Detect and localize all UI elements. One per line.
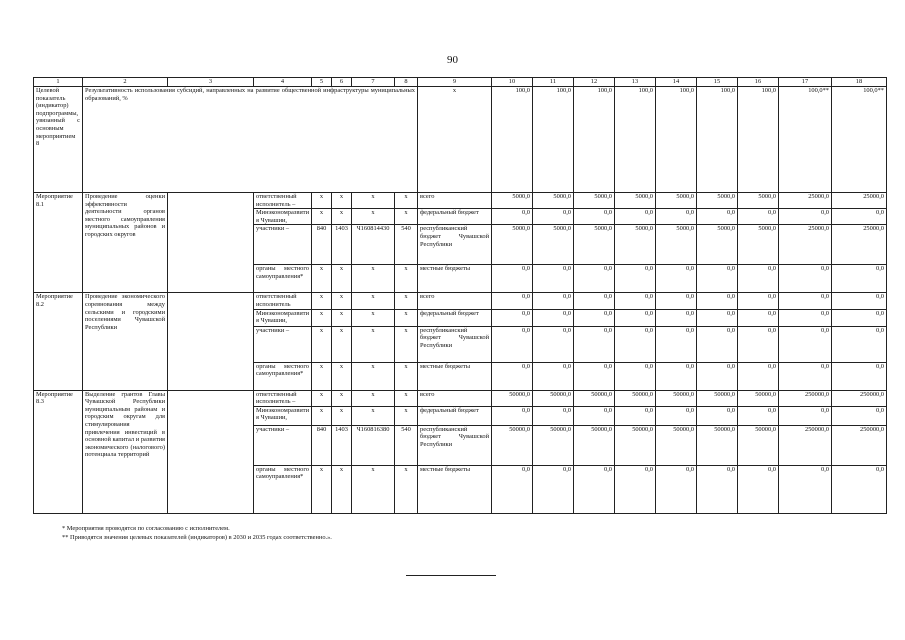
amount-cell: 0,0 [832, 293, 887, 309]
measure-row [34, 193, 887, 209]
col-header: 16 [738, 78, 779, 87]
amount-cell: 0,0 [615, 406, 656, 425]
executor-cell: органы местного самоуправления* [254, 465, 312, 513]
amount-cell: 0,0 [615, 326, 656, 362]
amount-cell: 0,0 [697, 406, 738, 425]
col-header: 18 [832, 78, 887, 87]
amount-cell: 0,0 [533, 309, 574, 326]
amount-cell: 0,0 [615, 465, 656, 513]
executor-cell: ответственный исполнитель [254, 293, 312, 309]
amount-cell: 0,0 [656, 326, 697, 362]
indicator-value: 100,0 [533, 87, 574, 193]
amount-cell: 50000,0 [533, 425, 574, 465]
code-cell: x [312, 406, 332, 425]
amount-cell: 50000,0 [656, 390, 697, 406]
amount-cell: 50000,0 [738, 390, 779, 406]
code-cell: x [312, 362, 332, 390]
code-cell: x [352, 265, 395, 293]
amount-cell: 50000,0 [615, 425, 656, 465]
amount-cell: 0,0 [574, 265, 615, 293]
amount-cell: 0,0 [615, 209, 656, 225]
code-cell: x [395, 326, 418, 362]
col-header: 14 [656, 78, 697, 87]
amount-cell: 0,0 [492, 293, 533, 309]
amount-cell: 0,0 [738, 265, 779, 293]
executor-cell: Минэкономразвития Чувашии, [254, 209, 312, 225]
indicator-value: 100,0 [492, 87, 533, 193]
amount-cell: 0,0 [779, 362, 832, 390]
amount-cell: 5000,0 [656, 225, 697, 265]
amount-cell: 0,0 [779, 326, 832, 362]
executor-cell: ответственный исполнитель – [254, 193, 312, 209]
page-number: 90 [447, 54, 458, 66]
indicator-value: 100,0 [615, 87, 656, 193]
amount-cell: 0,0 [615, 309, 656, 326]
code-cell: x [312, 193, 332, 209]
amount-cell: 0,0 [492, 326, 533, 362]
amount-cell: 50000,0 [738, 425, 779, 465]
amount-cell: 0,0 [533, 209, 574, 225]
amount-cell: 0,0 [832, 309, 887, 326]
amount-cell: 0,0 [697, 293, 738, 309]
col-header: 2 [83, 78, 168, 87]
col-header: 7 [352, 78, 395, 87]
code-cell: x [312, 390, 332, 406]
col-header: 12 [574, 78, 615, 87]
amount-cell: 250000,0 [832, 390, 887, 406]
code-cell: x [395, 309, 418, 326]
amount-cell: 50000,0 [574, 425, 615, 465]
amount-cell: 0,0 [832, 209, 887, 225]
amount-cell: 50000,0 [697, 390, 738, 406]
amount-cell: 0,0 [832, 465, 887, 513]
amount-cell: 0,0 [574, 293, 615, 309]
amount-cell: 0,0 [492, 465, 533, 513]
amount-cell: 25000,0 [832, 225, 887, 265]
amount-cell: 5000,0 [697, 193, 738, 209]
amount-cell: 25000,0 [832, 193, 887, 209]
amount-cell: 0,0 [492, 406, 533, 425]
code-cell: x [332, 193, 352, 209]
empty-cell [168, 390, 254, 513]
amount-cell: 25000,0 [779, 193, 832, 209]
amount-cell: 250000,0 [832, 425, 887, 465]
col-header: 15 [697, 78, 738, 87]
amount-cell: 250000,0 [779, 390, 832, 406]
amount-cell: 50000,0 [656, 425, 697, 465]
divider-line [406, 575, 496, 576]
funding-source: местные бюджеты [418, 465, 492, 513]
footnotes [62, 524, 332, 542]
measure-name: Проведение оценки эффективности деятельности органов местного самоуправления муниципальных районов и городских округов [83, 193, 168, 293]
amount-cell: 50000,0 [574, 390, 615, 406]
code-cell: 840 [312, 425, 332, 465]
indicator-label: Целевой показатель (индикатор) подпрограммы, увязанный с основным мероприятием 8 [34, 87, 83, 193]
amount-cell: 50000,0 [492, 390, 533, 406]
funding-source: федеральный бюджет [418, 309, 492, 326]
code-cell: x [352, 465, 395, 513]
amount-cell: 0,0 [832, 362, 887, 390]
executor-cell: органы местного самоуправления* [254, 362, 312, 390]
col-header: 5 [312, 78, 332, 87]
code-cell: x [312, 465, 332, 513]
code-cell: x [395, 465, 418, 513]
code-cell: Ч160814430 [352, 225, 395, 265]
executor-cell: участники – [254, 425, 312, 465]
amount-cell: 250000,0 [779, 425, 832, 465]
code-cell: x [312, 209, 332, 225]
funding-source: местные бюджеты [418, 265, 492, 293]
measure-label: Мероприятие 8.2 [34, 293, 83, 390]
amount-cell: 0,0 [533, 406, 574, 425]
budget-table [33, 77, 887, 514]
amount-cell: 0,0 [832, 326, 887, 362]
measure-label: Мероприятие 8.1 [34, 193, 83, 293]
code-cell: x [352, 390, 395, 406]
amount-cell: 0,0 [738, 326, 779, 362]
code-cell: x [332, 309, 352, 326]
code-cell: x [352, 362, 395, 390]
amount-cell: 0,0 [697, 362, 738, 390]
amount-cell: 0,0 [492, 362, 533, 390]
code-cell: x [352, 209, 395, 225]
code-cell: x [352, 293, 395, 309]
executor-cell: ответственный исполнитель – [254, 390, 312, 406]
amount-cell: 0,0 [656, 309, 697, 326]
indicator-text: Результативность использования субсидий, направленных на развитие общественной инфраструктуры муниципальных образований, % [83, 87, 418, 193]
column-number-row [34, 78, 887, 87]
code-cell: x [395, 390, 418, 406]
col-header: 4 [254, 78, 312, 87]
amount-cell: 5000,0 [615, 193, 656, 209]
amount-cell: 0,0 [492, 309, 533, 326]
amount-cell: 0,0 [656, 209, 697, 225]
code-cell: x [352, 309, 395, 326]
amount-cell: 5000,0 [574, 193, 615, 209]
col-header: 8 [395, 78, 418, 87]
amount-cell: 5000,0 [738, 193, 779, 209]
amount-cell: 0,0 [779, 465, 832, 513]
measure-name: Проведение экономического соревнования между сельскими и городскими поселениями Чувашской Республики [83, 293, 168, 390]
code-cell: x [395, 265, 418, 293]
indicator-value: 100,0** [832, 87, 887, 193]
indicator-value: 100,0 [697, 87, 738, 193]
code-cell: 840 [312, 225, 332, 265]
amount-cell: 0,0 [656, 293, 697, 309]
amount-cell: 0,0 [574, 362, 615, 390]
amount-cell: 0,0 [656, 362, 697, 390]
amount-cell: 0,0 [492, 265, 533, 293]
amount-cell: 0,0 [533, 265, 574, 293]
col-header: 13 [615, 78, 656, 87]
amount-cell: 0,0 [697, 209, 738, 225]
code-cell: x [332, 390, 352, 406]
amount-cell: 0,0 [738, 209, 779, 225]
col-header: 3 [168, 78, 254, 87]
code-cell: x [352, 326, 395, 362]
amount-cell: 5000,0 [574, 225, 615, 265]
amount-cell: 0,0 [492, 209, 533, 225]
col-header: 1 [34, 78, 83, 87]
indicator-value: 100,0 [738, 87, 779, 193]
code-cell: x [332, 209, 352, 225]
col-header: 11 [533, 78, 574, 87]
executor-cell: Минэкономразвития Чувашии, [254, 309, 312, 326]
amount-cell: 0,0 [779, 309, 832, 326]
amount-cell: 50000,0 [615, 390, 656, 406]
amount-cell: 0,0 [656, 465, 697, 513]
amount-cell: 0,0 [615, 362, 656, 390]
amount-cell: 0,0 [779, 293, 832, 309]
funding-source: республиканский бюджет Чувашской Республики [418, 225, 492, 265]
executor-cell: Минэкономразвития Чувашии, [254, 406, 312, 425]
executor-cell: участники – [254, 225, 312, 265]
amount-cell: 0,0 [615, 293, 656, 309]
executor-cell: органы местного самоуправления* [254, 265, 312, 293]
code-cell: 1403 [332, 425, 352, 465]
measure-row [34, 293, 887, 309]
amount-cell: 5000,0 [697, 225, 738, 265]
amount-cell: 0,0 [697, 265, 738, 293]
amount-cell: 0,0 [574, 406, 615, 425]
amount-cell: 0,0 [779, 265, 832, 293]
empty-cell [168, 193, 254, 293]
indicator-row [34, 87, 887, 193]
amount-cell: 0,0 [574, 465, 615, 513]
code-cell: x [332, 265, 352, 293]
code-cell: 540 [395, 425, 418, 465]
code-cell: x [395, 362, 418, 390]
col-header: 9 [418, 78, 492, 87]
funding-source: республиканский бюджет Чувашской Республики [418, 425, 492, 465]
code-cell: x [312, 265, 332, 293]
amount-cell: 5000,0 [615, 225, 656, 265]
code-cell: x [312, 326, 332, 362]
amount-cell: 0,0 [656, 265, 697, 293]
amount-cell: 50000,0 [533, 390, 574, 406]
amount-cell: 0,0 [697, 309, 738, 326]
code-cell: x [352, 193, 395, 209]
amount-cell: 50000,0 [492, 425, 533, 465]
funding-source: всего [418, 293, 492, 309]
code-cell: x [312, 293, 332, 309]
measure-name: Выделение грантов Главы Чувашской Республики муниципальным районам и городским округам для стимулирования привлечения инвестиций в основной капитал и развития экономического (налогового) потенциала территорий [83, 390, 168, 513]
amount-cell: 0,0 [574, 326, 615, 362]
col-header: 6 [332, 78, 352, 87]
code-cell: x [332, 326, 352, 362]
amount-cell: 5000,0 [492, 225, 533, 265]
footnote: ** Приводятся значения целевых показателей (индикаторов) в 2030 и 2035 годах соответственно.». [62, 534, 332, 541]
amount-cell: 0,0 [697, 465, 738, 513]
funding-source: всего [418, 193, 492, 209]
amount-cell: 0,0 [738, 309, 779, 326]
col-header: 10 [492, 78, 533, 87]
amount-cell: 0,0 [697, 326, 738, 362]
code-cell: Ч160816380 [352, 425, 395, 465]
code-cell: x [312, 309, 332, 326]
amount-cell: 0,0 [533, 293, 574, 309]
amount-cell: 0,0 [574, 209, 615, 225]
code-cell: x [332, 293, 352, 309]
amount-cell: 5000,0 [533, 193, 574, 209]
amount-cell: 0,0 [533, 326, 574, 362]
amount-cell: 0,0 [738, 362, 779, 390]
col-header: 17 [779, 78, 832, 87]
amount-cell: 5000,0 [533, 225, 574, 265]
amount-cell: 25000,0 [779, 225, 832, 265]
indicator-value: 100,0 [574, 87, 615, 193]
code-cell: x [332, 465, 352, 513]
executor-cell: участники – [254, 326, 312, 362]
funding-source: всего [418, 390, 492, 406]
code-cell: x [395, 209, 418, 225]
amount-cell: 5000,0 [492, 193, 533, 209]
amount-cell: 5000,0 [656, 193, 697, 209]
amount-cell: 0,0 [832, 265, 887, 293]
code-cell: 540 [395, 225, 418, 265]
amount-cell: 5000,0 [738, 225, 779, 265]
amount-cell: 0,0 [738, 406, 779, 425]
footnote: * Мероприятия проводятся по согласованию с исполнителем. [62, 525, 230, 532]
code-cell: x [332, 362, 352, 390]
code-cell: x [352, 406, 395, 425]
funding-source: федеральный бюджет [418, 209, 492, 225]
amount-cell: 0,0 [738, 465, 779, 513]
amount-cell: 0,0 [832, 406, 887, 425]
amount-cell: 0,0 [615, 265, 656, 293]
amount-cell: 50000,0 [697, 425, 738, 465]
indicator-source: x [418, 87, 492, 193]
code-cell: x [395, 406, 418, 425]
amount-cell: 0,0 [533, 362, 574, 390]
measure-row [34, 390, 887, 406]
code-cell: x [395, 193, 418, 209]
amount-cell: 0,0 [574, 309, 615, 326]
code-cell: x [395, 293, 418, 309]
amount-cell: 0,0 [533, 465, 574, 513]
funding-source: республиканский бюджет Чувашской Республики [418, 326, 492, 362]
measure-label: Мероприятие 8.3 [34, 390, 83, 513]
empty-cell [168, 293, 254, 390]
code-cell: x [332, 406, 352, 425]
amount-cell: 0,0 [738, 293, 779, 309]
indicator-value: 100,0** [779, 87, 832, 193]
amount-cell: 0,0 [779, 209, 832, 225]
amount-cell: 0,0 [779, 406, 832, 425]
indicator-value: 100,0 [656, 87, 697, 193]
amount-cell: 0,0 [656, 406, 697, 425]
code-cell: 1403 [332, 225, 352, 265]
funding-source: местные бюджеты [418, 362, 492, 390]
funding-source: федеральный бюджет [418, 406, 492, 425]
